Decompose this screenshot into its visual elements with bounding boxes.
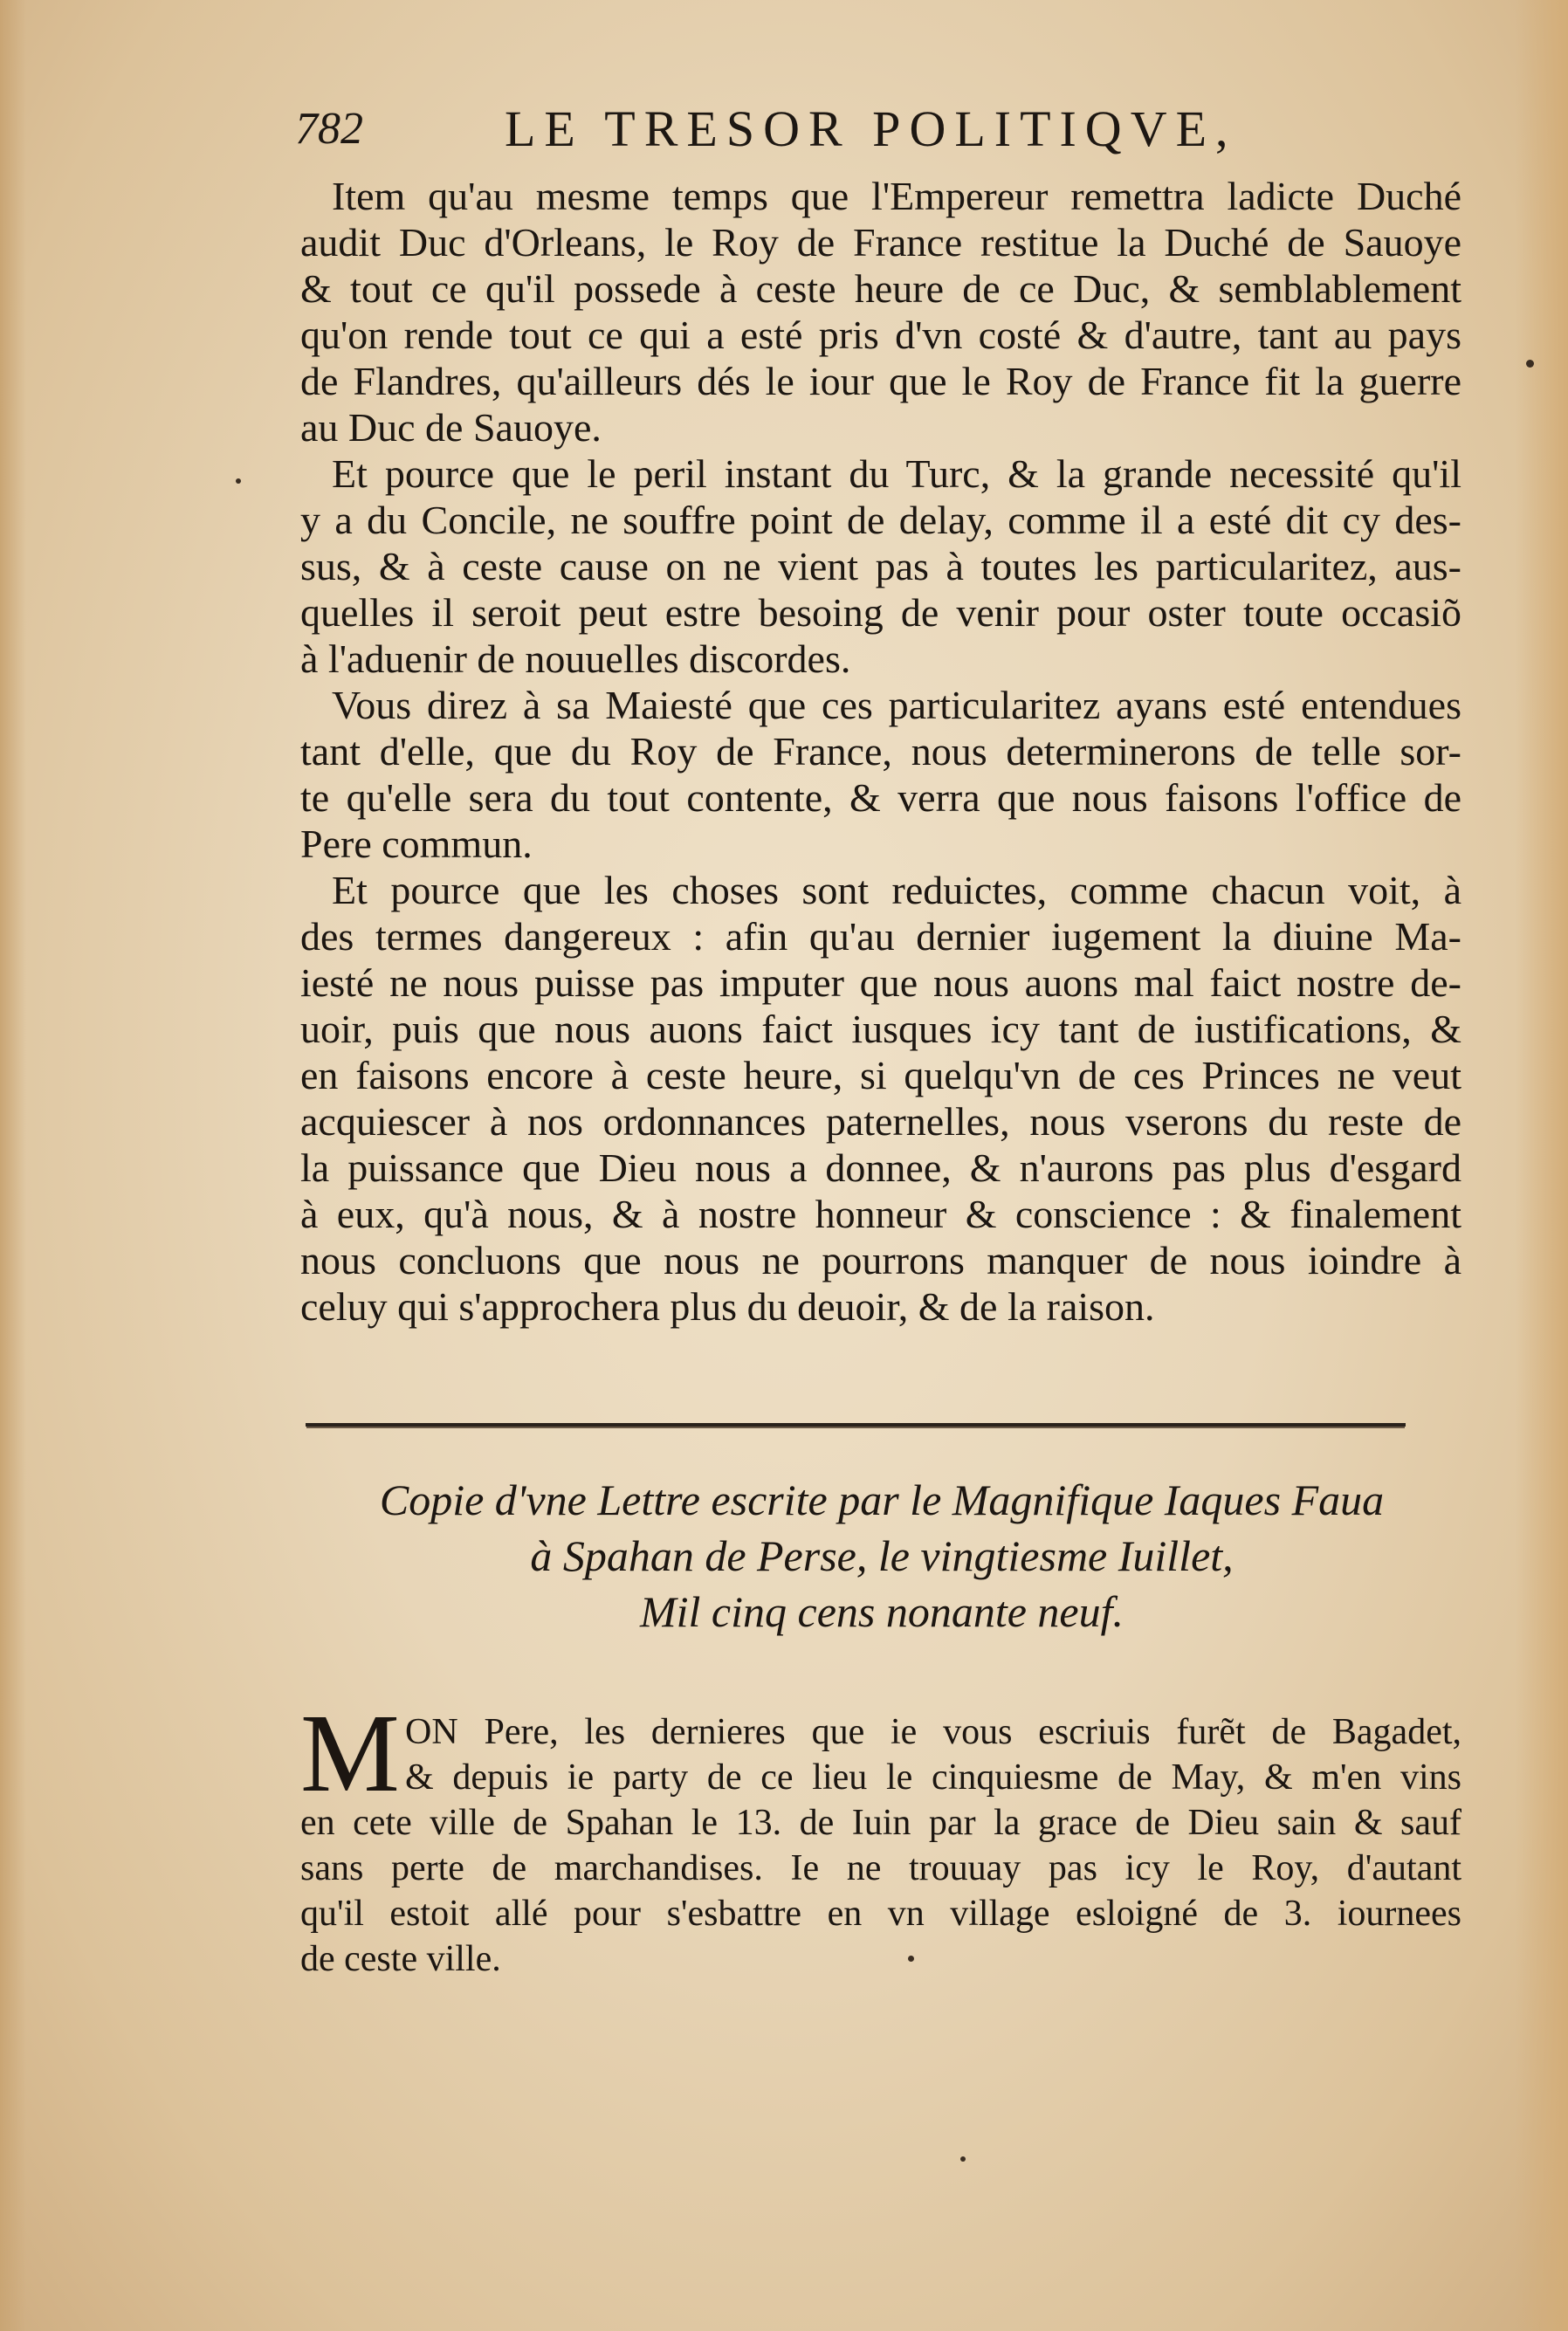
text-line: Et pource que le peril instant du Turc, & la grande necessité qu'il	[332, 451, 1461, 496]
ink-speck	[960, 2156, 966, 2162]
page-header	[295, 100, 1299, 173]
text-line: Pere commun.	[300, 822, 533, 866]
ink-speck	[1526, 360, 1534, 368]
text-line: en faisons encore à ceste heure, si quelqu'vn de ces Princes ne veut	[300, 1053, 1461, 1097]
running-title: LE TRESOR POLITIQVE,	[505, 100, 1237, 157]
text-line: sus, & à ceste cause on ne vient pas à toutes les particularitez, aus-	[300, 544, 1461, 588]
text-line: à l'aduenir de nouuelles discordes.	[300, 636, 851, 681]
text-line: iesté ne nous puisse pas imputer que nous auons mal faict nostre de-	[300, 960, 1461, 1005]
text-line: à eux, qu'à nous, & à nostre honneur & conscience : & finalement	[300, 1192, 1461, 1236]
text-line: uoir, puis que nous auons faict iusques icy tant de iustifications, &	[300, 1007, 1461, 1051]
text-line: te qu'elle sera du tout contente, & verra que nous faisons l'office de	[300, 775, 1461, 820]
text-line: la puissance que Dieu nous a donnee, & n'aurons pas plus d'esgard	[300, 1145, 1461, 1190]
letter-line: ON Pere, les dernieres que ie vous escriuis furẽt de Bagadet,	[405, 1712, 1461, 1752]
letter-line: en cete ville de Spahan le 13. de Iuin par la grace de Dieu sain & sauf	[300, 1803, 1461, 1843]
text-line: nous concluons que nous ne pourrons manquer de nous ioindre à	[300, 1238, 1461, 1282]
letter-text	[300, 1691, 1461, 1982]
letter-line: de ceste ville.	[300, 1939, 501, 1979]
text-line: Vous direz à sa Maiesté que ces particularitez ayans esté entendues	[332, 683, 1461, 727]
page-left-shadow	[0, 0, 26, 2331]
letter-line: & depuis ie party de ce lieu le cinquiesme de May, & m'en vins	[405, 1757, 1461, 1798]
text-line: qu'on rende tout ce qui a esté pris d'vn costé & d'autre, tant au pays	[300, 313, 1461, 357]
text-line: des termes dangereux : afin qu'au dernier iugement la diuine Ma-	[300, 914, 1461, 959]
text-line: Item qu'au mesme temps que l'Empereur remettra ladicte Duché	[332, 174, 1461, 218]
text-line: au Duc de Sauoye.	[300, 405, 602, 450]
text-line: quelles il seroit peut estre besoing de venir pour oster toute occasiõ	[300, 590, 1461, 635]
letter-line: sans perte de marchandises. Ie ne trouuay pas icy le Roy, d'autant	[300, 1848, 1461, 1888]
main-text	[300, 173, 1461, 1330]
text-line: y a du Concile, ne souffre point de delay, comme il a esté dit cy des-	[300, 498, 1461, 542]
text-line: & tout ce qu'il possede à ceste heure de ce Duc, & semblablement	[300, 266, 1461, 311]
letter-line: qu'il estoit allé pour s'esbattre en vn village esloigné de 3. iournees	[300, 1894, 1461, 1934]
page-number: 782	[295, 104, 363, 154]
letter-heading-line: à Spahan de Perse, le vingtiesme Iuillet,	[530, 1531, 1234, 1580]
text-line: de Flandres, qu'ailleurs dés le iour que le Roy de France fit la guerre	[300, 359, 1461, 403]
section-divider	[306, 1423, 1406, 1427]
letter-heading	[314, 1472, 1449, 1640]
ink-speck	[236, 478, 241, 484]
ink-speck	[908, 1956, 914, 1962]
letter-heading-line: Copie d'vne Lettre escrite par le Magnifique Iaques Faua	[379, 1475, 1385, 1524]
text-line: celuy qui s'approchera plus du deuoir, & de la raison.	[300, 1284, 1155, 1329]
drop-cap: M	[300, 1691, 400, 1815]
text-line: acquiescer à nos ordonnances paternelles, nous vserons du reste de	[300, 1099, 1461, 1144]
text-line: audit Duc d'Orleans, le Roy de France restitue la Duché de Sauoye	[300, 220, 1461, 265]
text-line: tant d'elle, que du Roy de France, nous determinerons de telle sor-	[300, 729, 1461, 774]
text-line: Et pource que les choses sont reduictes, comme chacun voit, à	[332, 868, 1461, 912]
letter-heading-line: Mil cinq cens nonante neuf.	[639, 1587, 1124, 1636]
page-right-shadow	[1516, 0, 1568, 2331]
